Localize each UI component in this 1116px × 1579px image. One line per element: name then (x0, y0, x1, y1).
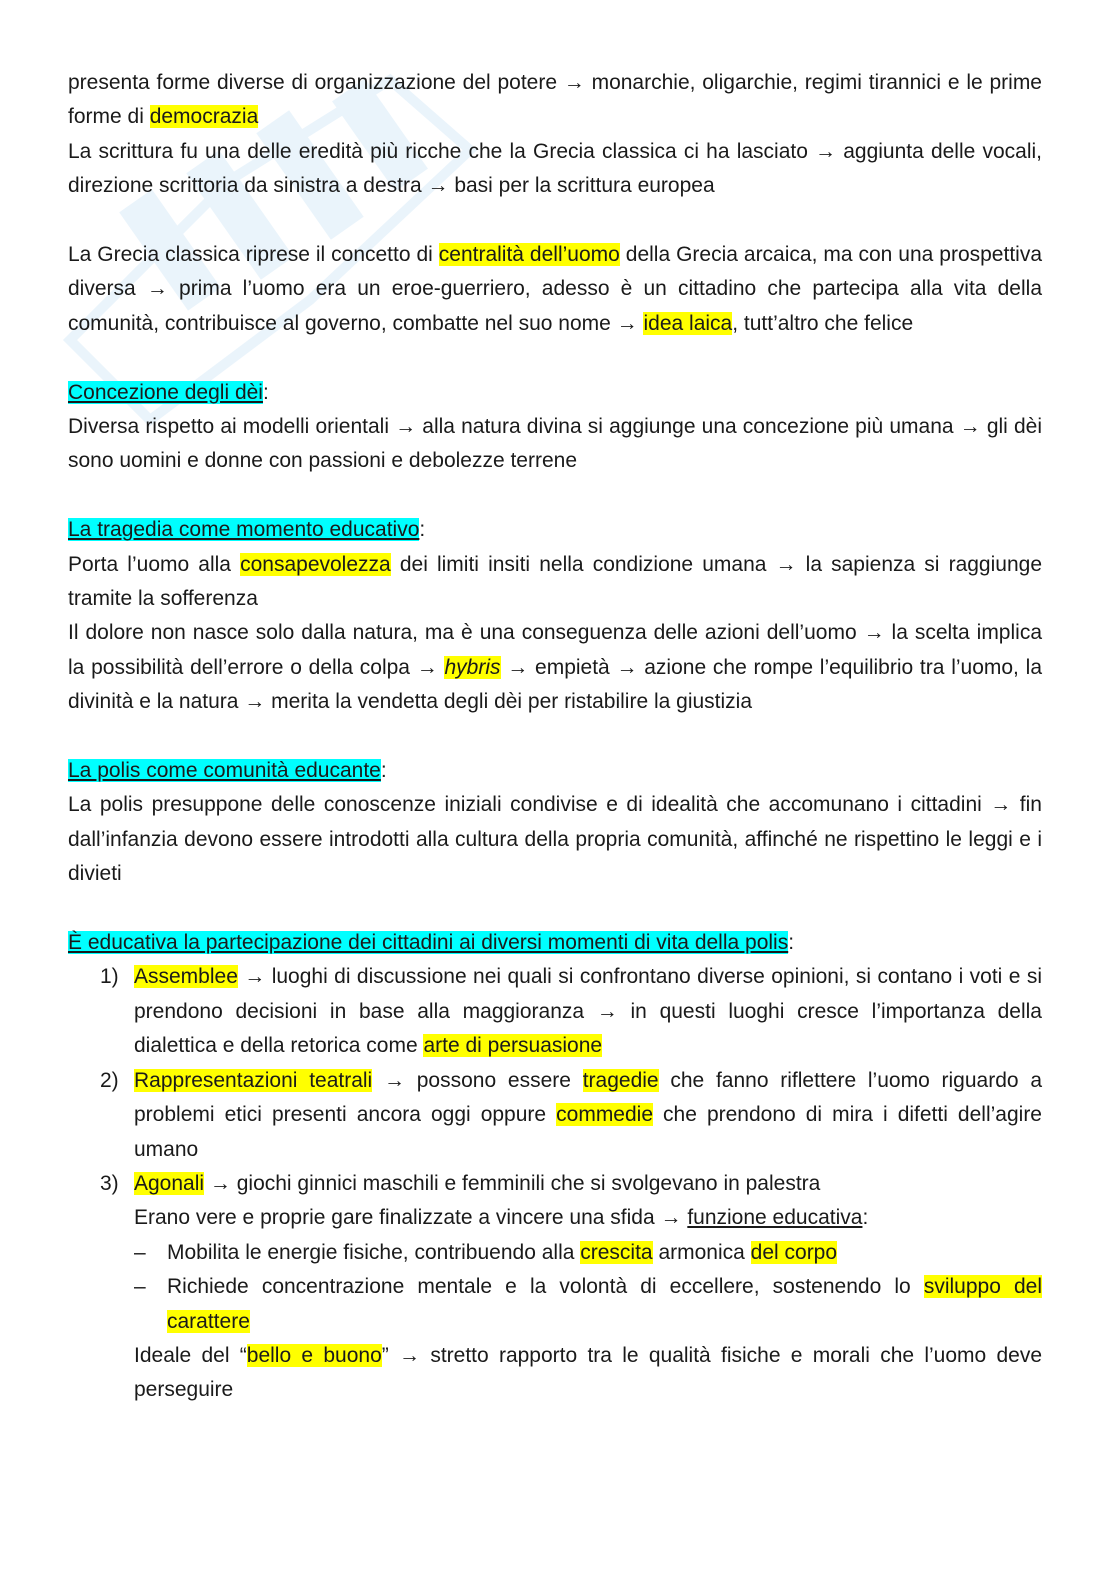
dash-bullet: – (134, 1240, 146, 1264)
highlight-bello-buono: bello e buono (246, 1343, 382, 1367)
tragedia-text-f: → empietà → azione che rompe l’equilibrio tra l’uomo, la divinità e la natura → merita la vendetta degli dèi per ristabilire la giustizia (68, 655, 1042, 714)
dash-bullet: – (134, 1275, 146, 1299)
highlight-arte-persuasione: arte di persuasione (423, 1034, 603, 1058)
underlined-funzione-educativa: funzione educativa (687, 1206, 863, 1230)
dash-item-text: Richiede concentrazione mentale e la volontà di eccellere, sostenendo lo (167, 1275, 924, 1299)
list-item-text: : (862, 1206, 869, 1230)
centralita-text-e: , tutt’altro che felice (732, 311, 914, 335)
list-item-agonali (68, 1167, 1042, 1201)
ideale-text-c: ” → stretto rapporto tra le qualità fisiche e morali che l’uomo deve perseguire (134, 1343, 1042, 1402)
highlight-rappresentazioni: Rappresentazioni teatrali (134, 1068, 373, 1092)
heading-colon: : (262, 380, 269, 404)
dash-item-corpo (68, 1236, 1042, 1270)
highlight-consapevolezza: consapevolezza (240, 552, 391, 576)
list-item-text: che fanno riflettere l’uomo riguardo a problemi etici presenti ancora oggi oppure (134, 1068, 1042, 1127)
centralita-text-a: La Grecia classica riprese il concetto di (68, 243, 439, 267)
highlight-del-corpo: del corpo (750, 1240, 838, 1264)
ideale-text-a: Ideale del “ (134, 1343, 247, 1367)
tragedia-paragraph-2 (68, 616, 1042, 719)
list-number: 2) (100, 1068, 119, 1092)
tragedia-text-c: dei limiti insiti nella condizione umana → la sapienza si raggiunge tramite la sofferenza (68, 552, 1042, 611)
dei-heading-line (68, 376, 1042, 410)
polis-paragraph: La polis presuppone delle conoscenze iniziali condivise e di idealità che accomunano i cittadini → fin dall’infanzia devono essere introdotti alla cultura della propria comunità, affinché ne rispettino le leggi e i divieti (68, 793, 1042, 886)
intro-paragraph-1 (68, 66, 1042, 135)
list-item-rappresentazioni (68, 1064, 1042, 1167)
heading-colon: : (380, 759, 387, 783)
highlight-tragedie: tragedie (582, 1068, 659, 1092)
list-item-text: che prendono di mira i difetti dell’agire umano (134, 1103, 1042, 1161)
spacer (68, 892, 1042, 926)
list-item-text: → giochi ginnici maschili e femminili che si svolgevano in palestra (204, 1171, 821, 1195)
dei-paragraph: Diversa rispetto ai modelli orientali → alla natura divina si aggiunge una concezione più umana → gli dèi sono uomini e donne con passioni e debolezze terrene (68, 415, 1042, 473)
spacer (68, 204, 1042, 238)
spacer (68, 720, 1042, 754)
highlight-crescita: crescita (580, 1240, 653, 1264)
document-body (68, 66, 1042, 1408)
highlight-democrazia: democrazia (149, 105, 259, 129)
list-item-assemblee (68, 960, 1042, 1063)
tragedia-text-d: Il dolore non nasce solo dalla natura, ma è una conseguenza delle azioni dell’uomo → la scelta implica la possibilità dell’errore o della colpa → (68, 621, 1042, 679)
tragedia-paragraph-1 (68, 548, 1042, 617)
highlight-centralita: centralità dell’uomo (438, 243, 620, 267)
list-item-text: → possono essere (372, 1068, 583, 1092)
heading-colon: : (788, 931, 795, 955)
highlight-idea-laica: idea laica (643, 311, 733, 335)
heading-colon: : (419, 518, 426, 542)
section-heading-dei: Concezione degli dèi (68, 380, 263, 404)
centralita-paragraph (68, 238, 1042, 341)
highlight-sviluppo-carattere: sviluppo del carattere (167, 1275, 1043, 1333)
agonali-subparagraph (68, 1201, 1042, 1235)
spacer (68, 479, 1042, 513)
highlight-assemblee: Assemblee (134, 965, 238, 989)
list-item-text: → luoghi di discussione nei quali si confrontano diverse opinioni, si contano i voti e si prendono decisioni in base alla maggioranza → in questi luoghi cresce l’importanza della dialettica e della retorica come (134, 965, 1042, 1058)
partecipazione-heading-line (68, 926, 1042, 960)
highlight-agonali: Agonali (134, 1171, 205, 1195)
dash-item-text: armonica (652, 1240, 751, 1264)
list-item-text: Erano vere e proprie gare finalizzate a vincere una sfida → (134, 1206, 688, 1230)
intro-paragraph-2: La scrittura fu una delle eredità più ricche che la Grecia classica ci ha lasciato → aggiunta delle vocali, direzione scrittoria da sinistra a destra → basi per la scrittura europea (68, 139, 1042, 198)
dash-item-text: Mobilita le energie fisiche, contribuendo alla (167, 1240, 581, 1264)
tragedia-heading-line (68, 513, 1042, 547)
spacer (68, 341, 1042, 375)
section-heading-polis: La polis come comunità educante (68, 759, 381, 783)
section-heading-tragedia: La tragedia come momento educativo (68, 518, 420, 542)
section-heading-partecipazione: È educativa la partecipazione dei cittadini ai diversi momenti di vita della polis (68, 931, 789, 955)
centralita-text-c: della Grecia arcaica, ma con una prospettiva diversa → prima l’uomo era un eroe-guerriero, adesso è un cittadino che partecipa alla vita della comunità, contribuisce al governo, combatte nel suo nome → (68, 243, 1042, 335)
tragedia-text-a: Porta l’uomo alla (68, 552, 241, 576)
intro-text: presenta forme diverse di organizzazione del potere → monarchie, oligarchie, regimi tirannici e le prime forme di (68, 71, 1042, 129)
list-number: 3) (100, 1171, 119, 1195)
ideale-paragraph (68, 1339, 1042, 1408)
highlight-commedie: commedie (556, 1103, 654, 1127)
highlight-hybris: hybris (444, 655, 501, 679)
polis-heading-line (68, 754, 1042, 788)
dash-item-carattere (68, 1270, 1042, 1339)
list-number: 1) (100, 965, 119, 989)
